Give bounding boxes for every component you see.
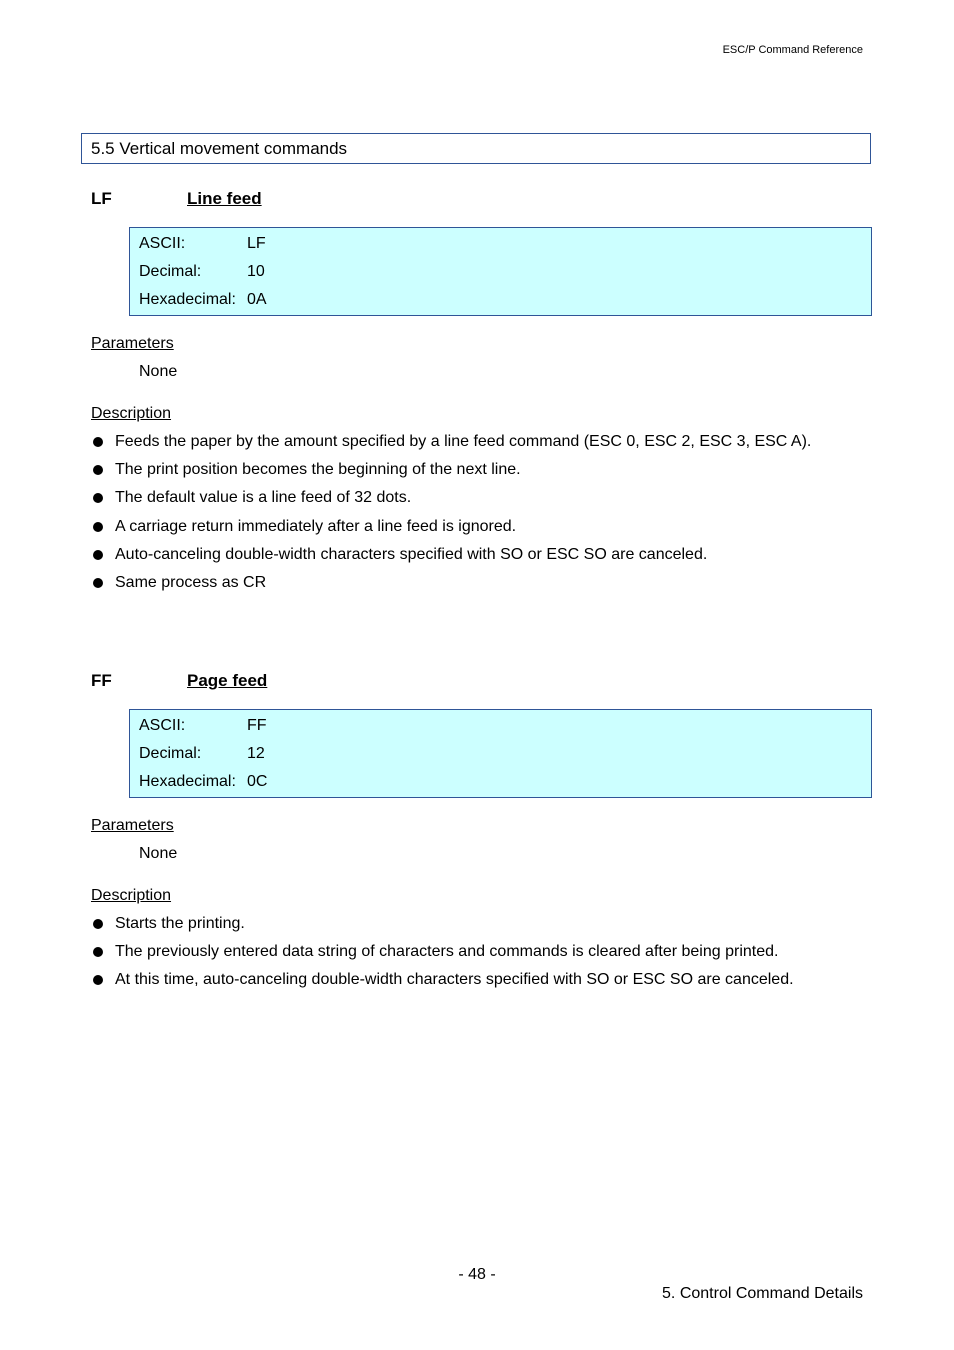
list-item — [91, 914, 891, 942]
ascii-row — [130, 232, 871, 260]
decimal-label: Decimal: — [139, 263, 202, 280]
decimal-label: Decimal: — [139, 745, 202, 762]
list-item — [91, 460, 891, 488]
decimal-row — [130, 260, 871, 288]
decimal-value: 10 — [247, 263, 265, 280]
list-item-text: Auto-canceling double-width characters specified with SO or ESC SO are canceled. — [115, 545, 708, 563]
hex-value: 0A — [247, 291, 267, 308]
list-item — [91, 970, 891, 998]
list-item-text: The previously entered data string of characters and commands is cleared after being printed. — [115, 943, 779, 961]
ff-parameters-text: None — [139, 845, 178, 862]
bullet-dot-icon — [93, 465, 103, 475]
list-item-text: Same process as CR — [115, 573, 267, 591]
decimal-value: 12 — [247, 745, 265, 762]
list-item-text: At this time, auto-canceling double-width characters specified with SO or ESC SO are canceled. — [115, 971, 794, 989]
ff-command-heading — [91, 671, 267, 691]
bullet-dot-icon — [93, 919, 103, 929]
list-item-text: A carriage return immediately after a line feed is ignored. — [115, 517, 517, 535]
bullet-dot-icon — [93, 947, 103, 957]
section-title: 5.5 Vertical movement commands — [81, 133, 871, 164]
lf-description-list — [91, 432, 891, 601]
command-code: LF — [91, 189, 112, 208]
bullet-dot-icon — [93, 578, 103, 588]
decimal-row — [130, 742, 871, 770]
page-number: - 48 - — [458, 1266, 496, 1283]
lf-parameters-heading: Parameters — [91, 335, 174, 352]
lf-description-heading: Description — [91, 405, 172, 422]
bullet-dot-icon — [93, 550, 103, 560]
ascii-row — [130, 714, 871, 742]
command-name: Page feed — [187, 671, 268, 690]
bullet-dot-icon — [93, 975, 103, 985]
bullet-dot-icon — [93, 522, 103, 532]
bullet-dot-icon — [93, 493, 103, 503]
lf-code-box — [129, 227, 872, 316]
list-item-text: Feeds the paper by the amount specified by a line feed command (ESC 0, ESC 2, ESC 3, ESC A). — [115, 433, 812, 450]
hex-row — [130, 288, 871, 316]
command-code: FF — [91, 671, 112, 690]
ascii-label: ASCII: — [139, 717, 186, 734]
list-item — [91, 488, 891, 516]
footer-chapter: 5. Control Command Details — [662, 1285, 863, 1302]
ff-description-list — [91, 914, 891, 999]
hex-value: 0C — [247, 773, 268, 790]
ff-code-box — [129, 709, 872, 798]
list-item-text: The default value is a line feed of 32 dots. — [115, 489, 412, 507]
hex-row — [130, 770, 871, 798]
list-item — [91, 545, 891, 573]
list-item-text: Starts the printing. — [115, 915, 245, 932]
ascii-value: LF — [247, 235, 266, 252]
running-header: ESC/P Command Reference — [722, 44, 863, 56]
command-name: Line feed — [187, 189, 262, 208]
hex-label: Hexadecimal: — [139, 773, 236, 790]
lf-parameters-text: None — [139, 363, 178, 380]
bullet-dot-icon — [93, 437, 103, 447]
ff-description-heading: Description — [91, 887, 172, 904]
list-item-text: The print position becomes the beginning of the next line. — [115, 461, 521, 479]
ff-parameters-heading: Parameters — [91, 817, 174, 834]
ascii-label: ASCII: — [139, 235, 186, 252]
list-item — [91, 942, 891, 970]
list-item — [91, 517, 891, 545]
lf-command-heading — [91, 189, 262, 209]
hex-label: Hexadecimal: — [139, 291, 236, 308]
list-item — [91, 432, 891, 460]
ascii-value: FF — [247, 717, 267, 734]
list-item — [91, 573, 891, 601]
